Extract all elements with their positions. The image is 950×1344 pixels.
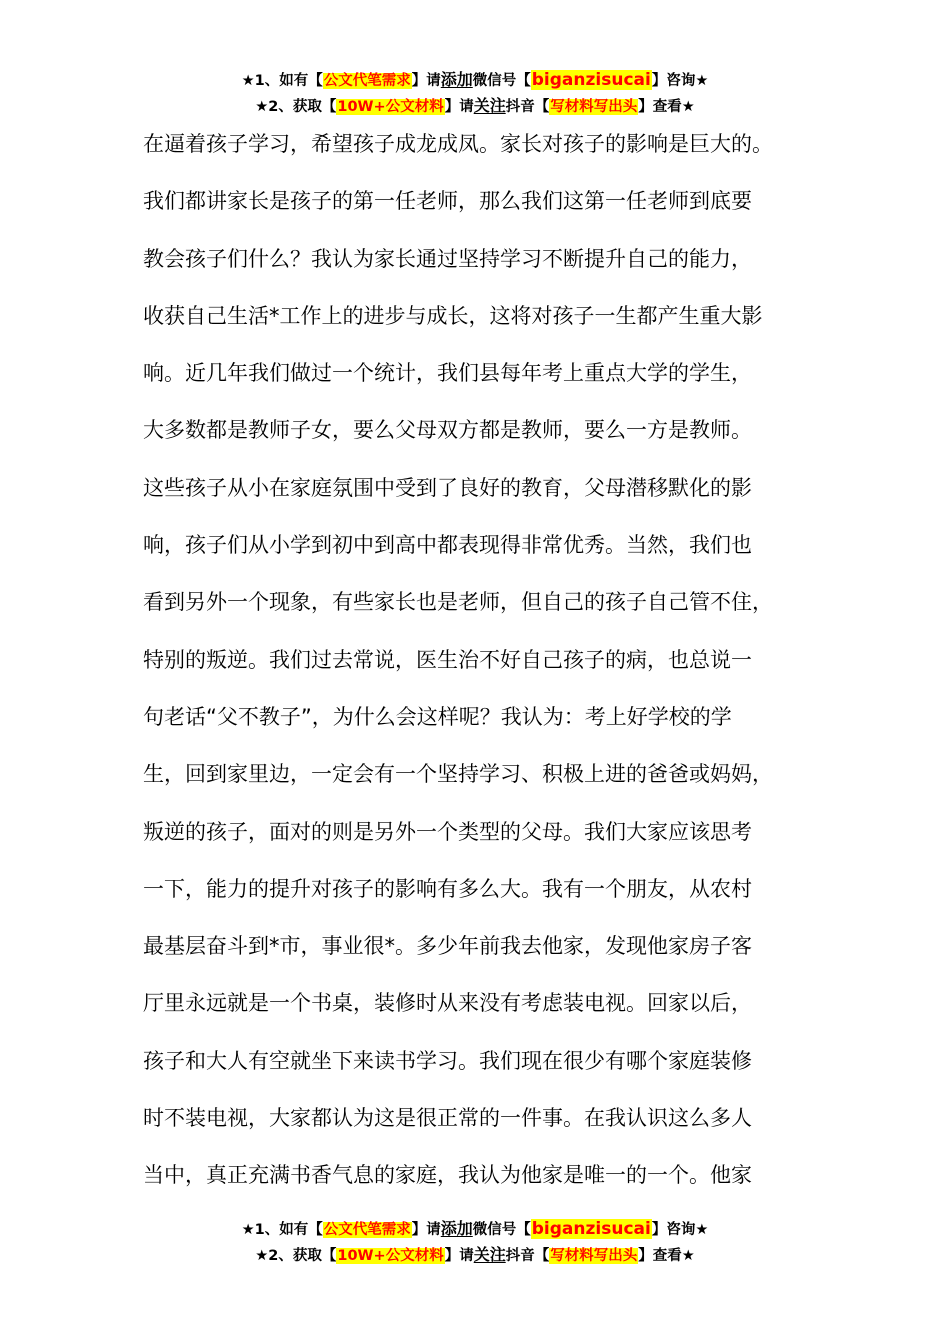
promo-line-1 — [0, 1216, 950, 1242]
promo-text: 】咨询★ — [651, 1222, 709, 1238]
document-body — [143, 124, 843, 1213]
promo-text: ★2、获取【 — [255, 1248, 337, 1264]
promo-text: 抖音【 — [505, 1248, 550, 1264]
paragraph-line: 孩子和大人有空就坐下来读书学习。我们现在很少有哪个家庭装修 — [143, 1048, 752, 1073]
promo-highlight-wechat-id: biganzisucai — [531, 70, 651, 90]
paragraph-line: 特别的叛逆。我们过去常说，医生治不好自己孩子的病，也总说一 — [143, 647, 752, 672]
promo-highlight-douyin: 写材料写出头 — [550, 1248, 638, 1264]
paragraph-line: 看到另外一个现象，有些家长也是老师，但自己的孩子自己管不住， — [143, 590, 773, 615]
paragraph-line: 这些孩子从小在家庭氛围中受到了良好的教育，父母潜移默化的影 — [143, 475, 752, 500]
promo-highlight: 公文代笔需求 — [323, 1222, 411, 1238]
promo-text: 】查看★ — [638, 99, 695, 115]
paragraph-line: 响。近几年我们做过一个统计，我们县每年考上重点大学的学生， — [143, 361, 752, 386]
promo-text: 】请 — [411, 73, 441, 89]
paragraph-line: 生，回到家里边，一定会有一个坚持学习、积极上进的爸爸或妈妈， — [143, 762, 773, 787]
promo-emphasis: 关注 — [473, 1245, 506, 1264]
promo-text: ★2、获取【 — [255, 99, 337, 115]
promo-highlight-douyin: 写材料写出头 — [550, 99, 638, 115]
promo-text: 】请 — [444, 99, 474, 115]
paragraph-line: 响，孩子们从小学到初中到高中都表现得非常优秀。当然，我们也 — [143, 533, 752, 558]
promo-line-1 — [0, 67, 950, 93]
promo-line-2 — [0, 1242, 950, 1268]
promo-text: 】请 — [444, 1248, 474, 1264]
promo-emphasis: 关注 — [473, 96, 506, 115]
paragraph-line: 我们都讲家长是孩子的第一任老师，那么我们这第一任老师到底要 — [143, 189, 752, 214]
promo-text: 微信号【 — [472, 1222, 531, 1238]
paragraph-line: 句老话“父不教子”，为什么会这样呢？我认为：考上好学校的学 — [143, 704, 732, 729]
promo-line-2 — [0, 93, 950, 119]
paragraph-line: 教会孩子们什么？我认为家长通过坚持学习不断提升自己的能力， — [143, 246, 752, 271]
footer-promo-banner — [0, 1216, 950, 1268]
promo-emphasis: 添加 — [440, 1219, 473, 1238]
header-promo-banner — [0, 67, 950, 119]
promo-text: ★1、如有【 — [241, 1222, 323, 1238]
paragraph-line: 叛逆的孩子，面对的则是另外一个类型的父母。我们大家应该思考 — [143, 819, 752, 844]
promo-highlight: 10W+公文材料 — [337, 99, 444, 115]
paragraph-line: 收获自己生活*工作上的进步与成长，这将对孩子一生都产生重大影 — [143, 303, 763, 328]
promo-text: 微信号【 — [472, 73, 531, 89]
paragraph-line: 在逼着孩子学习，希望孩子成龙成凤。家长对孩子的影响是巨大的。 — [143, 132, 773, 156]
promo-highlight-wechat-id: biganzisucai — [531, 1219, 651, 1239]
promo-text: 抖音【 — [505, 99, 550, 115]
promo-text: 】请 — [411, 1222, 441, 1238]
promo-text: 】查看★ — [638, 1248, 695, 1264]
paragraph-line: 当中，真正充满书香气息的家庭，我认为他家是唯一的一个。他家 — [143, 1163, 752, 1188]
paragraph-line: 一下，能力的提升对孩子的影响有多么大。我有一个朋友，从农村 — [143, 876, 752, 901]
promo-highlight: 公文代笔需求 — [323, 73, 411, 89]
paragraph-line: 时不装电视，大家都认为这是很正常的一件事。在我认识这么多人 — [143, 1106, 752, 1131]
promo-text: 】咨询★ — [651, 73, 709, 89]
paragraph-line: 最基层奋斗到*市，事业很*。多少年前我去他家，发现他家房子客 — [143, 934, 752, 959]
promo-highlight: 10W+公文材料 — [337, 1248, 444, 1264]
promo-emphasis: 添加 — [440, 70, 473, 89]
promo-text: ★1、如有【 — [241, 73, 323, 89]
paragraph-line: 大多数都是教师子女，要么父母双方都是教师，要么一方是教师。 — [143, 418, 752, 443]
paragraph-line: 厅里永远就是一个书桌，装修时从来没有考虑装电视。回家以后， — [143, 991, 752, 1016]
